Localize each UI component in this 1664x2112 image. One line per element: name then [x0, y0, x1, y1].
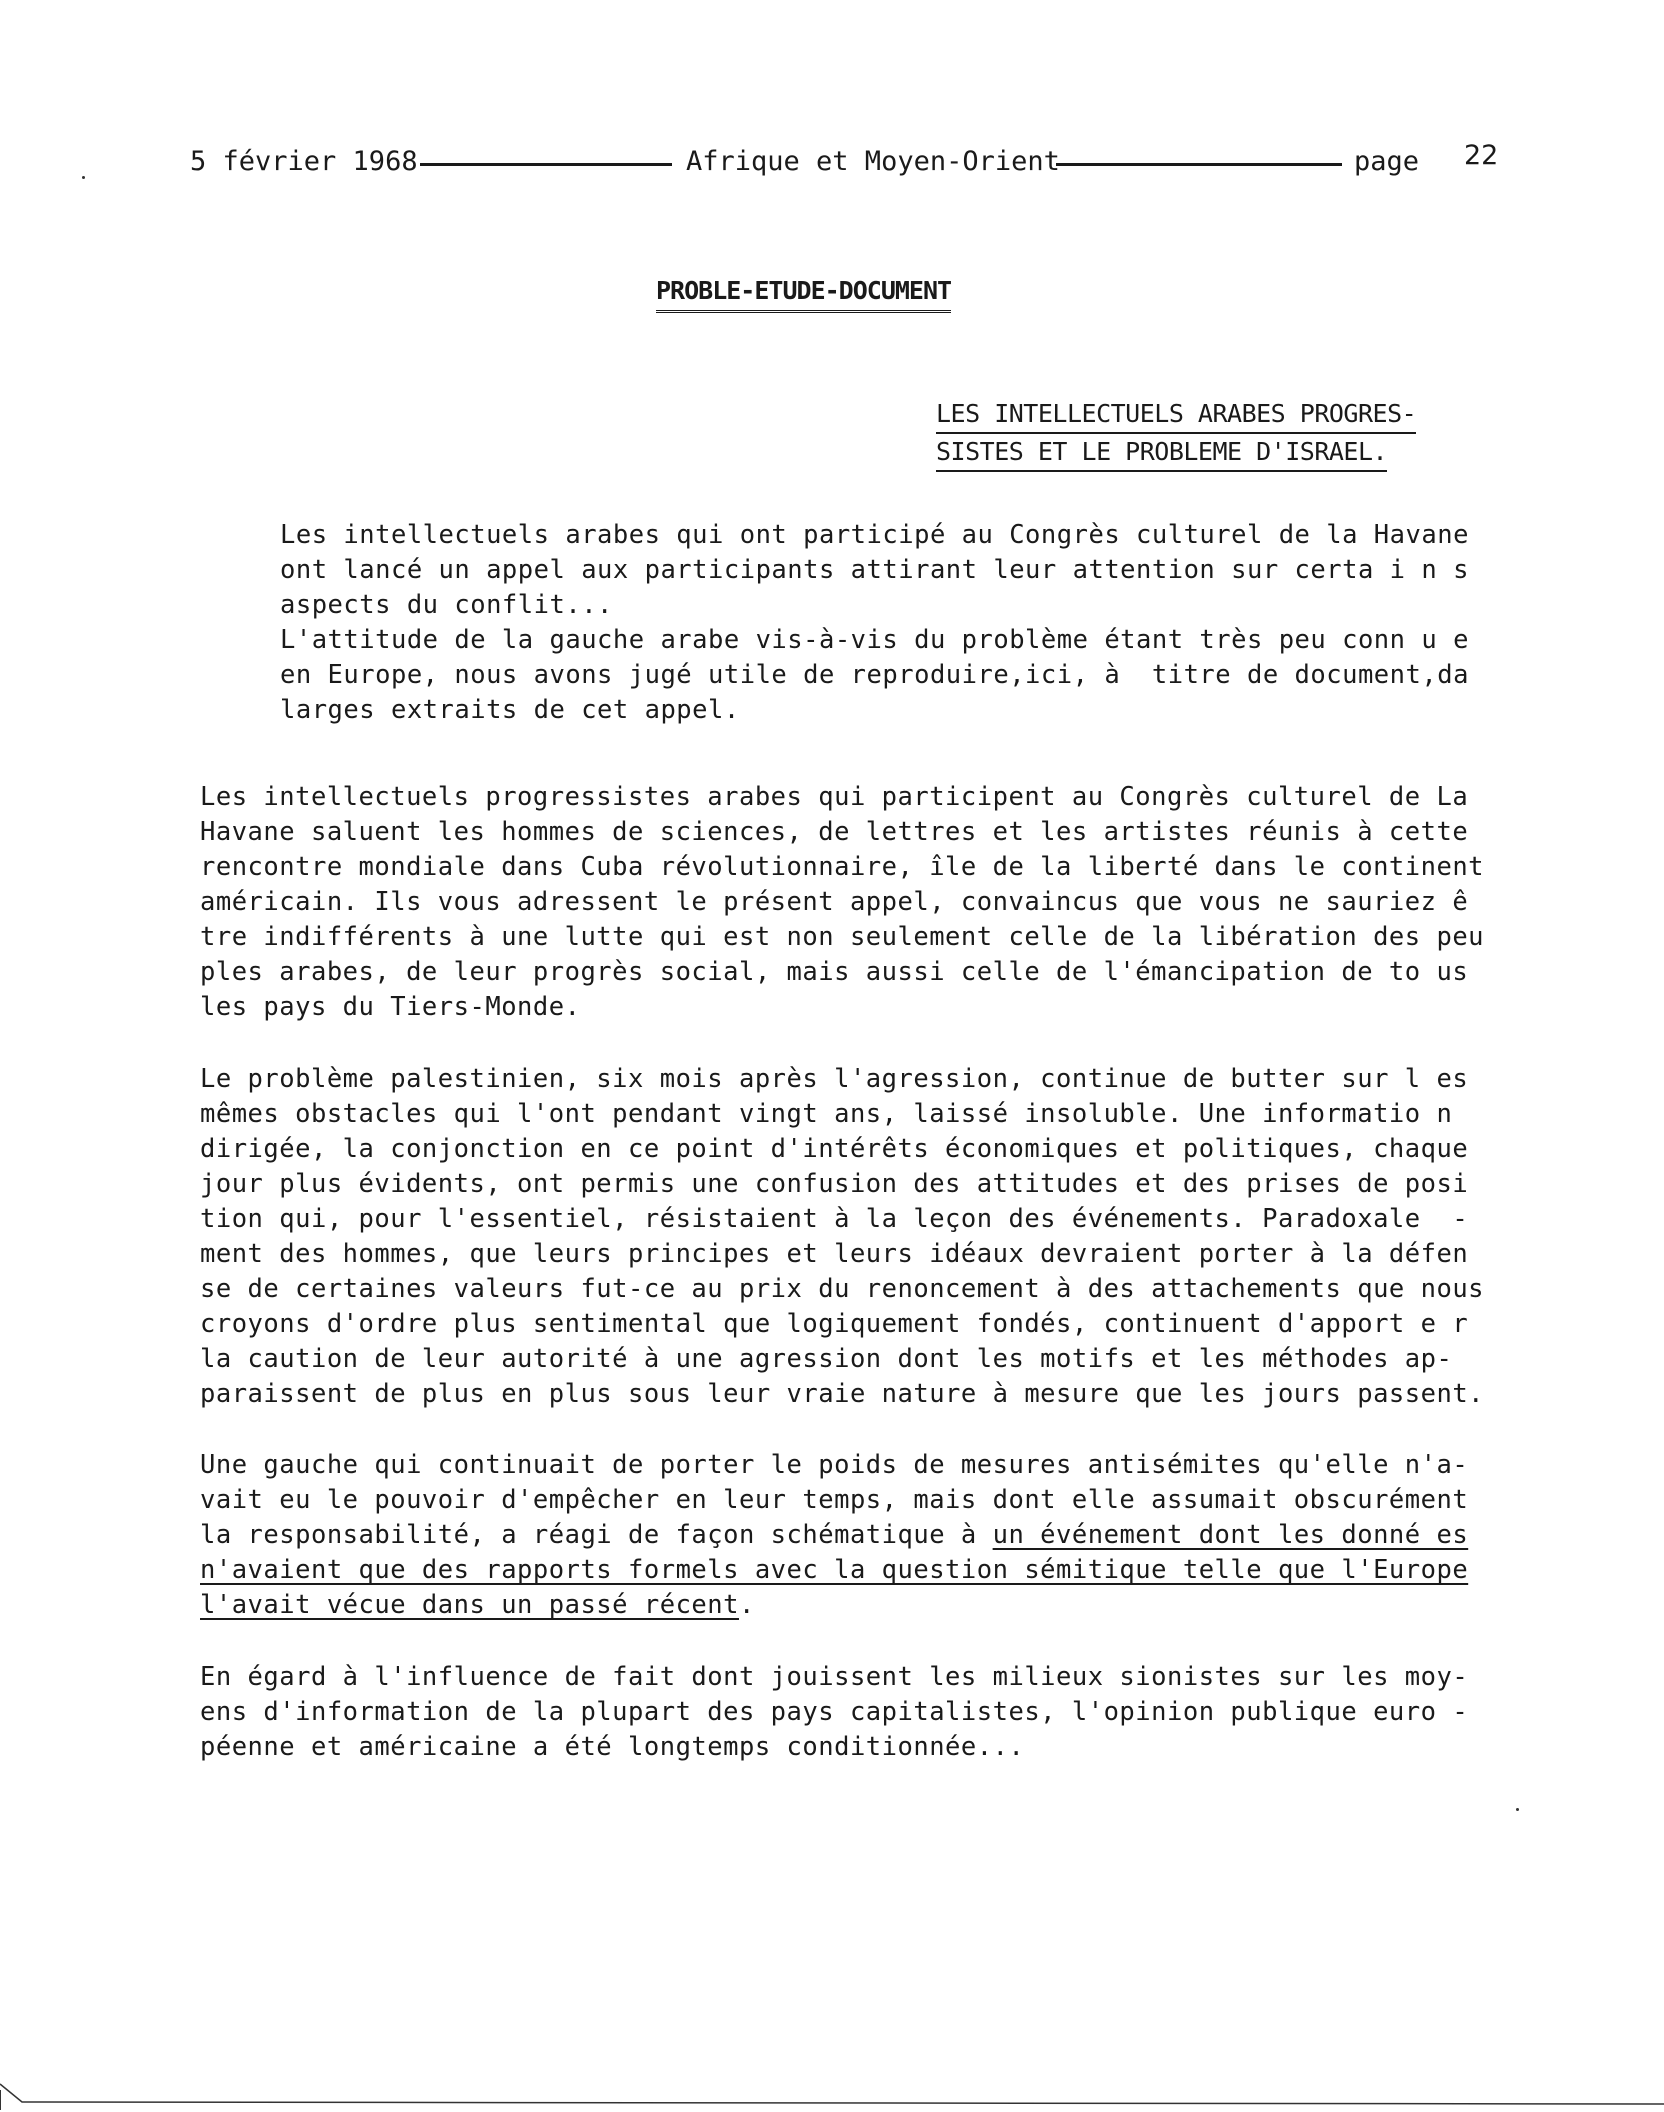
intro-line: en Europe, nous avons jugé utile de reproduire,ici, à titre de document,da	[280, 660, 1469, 690]
intro-line: ont lancé un appel aux participants attirant leur attention sur certa i n s	[280, 555, 1469, 585]
underlined-text: n'avaient que des rapports formels avec la question sémitique telle que l'Europe	[200, 1555, 1469, 1585]
body-line: ment des hommes, que leurs principes et leurs idéaux devraient porter à la défen	[200, 1239, 1469, 1269]
body-line: américain. Ils vous adressent le présent appel, convaincus que vous ne sauriez ê	[200, 887, 1469, 917]
body-line: se de certaines valeurs fut-ce au prix du renoncement à des attachements que nous	[200, 1274, 1485, 1304]
body-line: rencontre mondiale dans Cuba révolutionnaire, île de la liberté dans le continent	[200, 852, 1485, 882]
body-paragraph-2	[200, 1062, 1485, 1412]
underlined-text: un événement dont les donné es	[992, 1520, 1469, 1550]
header-page-label: page	[1354, 146, 1420, 177]
intro-line: Les intellectuels arabes qui ont participé au Congrès culturel de la Havane	[280, 520, 1469, 550]
body-line: la caution de leur autorité à une agression dont les motifs et les méthodes ap-	[200, 1344, 1453, 1374]
body-line: Les intellectuels progressistes arabes qui participent au Congrès culturel de La	[200, 782, 1469, 812]
body-line	[200, 1518, 1480, 1553]
body-line: Le problème palestinien, six mois après l'agression, continue de butter sur l es	[200, 1064, 1469, 1094]
header-page-number: 22	[1464, 140, 1499, 171]
body-line: Une gauche qui continuait de porter le poids de mesures antisémites qu'elle n'a-	[200, 1450, 1469, 1480]
scan-speck	[1516, 1808, 1519, 1811]
header-date: 5 février 1968	[190, 146, 418, 177]
underlined-text: l'avait vécue dans un passé récent	[200, 1590, 739, 1620]
intro-line: aspects du conflit...	[280, 590, 613, 620]
body-line: les pays du Tiers-Monde.	[200, 992, 581, 1022]
body-line: Havane saluent les hommes de sciences, de lettres et les artistes réunis à cette	[200, 817, 1469, 847]
body-paragraph-4	[200, 1660, 1480, 1765]
body-line: En égard à l'influence de fait dont jouissent les milieux sionistes sur les moy-	[200, 1662, 1469, 1692]
body-line: ples arabes, de leur progrès social, mais aussi celle de l'émancipation de to us	[200, 957, 1469, 987]
body-line: vait eu le pouvoir d'empêcher en leur temps, mais dont elle assumait obscurément	[200, 1485, 1469, 1515]
article-title	[936, 396, 1456, 472]
body-text: la responsabilité, a réagi de façon schématique à	[200, 1520, 993, 1550]
body-text: .	[738, 1590, 755, 1620]
page-header	[190, 140, 1510, 186]
intro-line: larges extraits de cet appel.	[280, 695, 740, 725]
body-line: paraissent de plus en plus sous leur vraie nature à mesure que les jours passent.	[200, 1379, 1485, 1409]
article-title-line-2: SISTES ET LE PROBLEME D'ISRAEL.	[936, 434, 1387, 472]
header-rule-right	[1056, 163, 1342, 166]
body-paragraph-1	[200, 780, 1485, 1025]
body-line: dirigée, la conjonction en ce point d'intérêts économiques et politiques, chaque	[200, 1134, 1469, 1164]
body-line: croyons d'ordre plus sentimental que logiquement fondés, continuent d'apport e r	[200, 1309, 1469, 1339]
body-line: tre indifférents à une lutte qui est non seulement celle de la libération des peu	[200, 922, 1485, 952]
header-publication: Afrique et Moyen-Orient	[686, 146, 1060, 177]
body-line	[200, 1588, 1480, 1623]
body-line	[200, 1553, 1480, 1588]
scan-edge-mark	[0, 2080, 1664, 2112]
body-paragraph-3	[200, 1448, 1480, 1623]
body-line: tion qui, pour l'essentiel, résistaient à la leçon des événements. Paradoxale -	[200, 1204, 1469, 1234]
scan-speck	[82, 176, 85, 179]
body-line: mêmes obstacles qui l'ont pendant vingt ans, laissé insoluble. Une informatio n	[200, 1099, 1453, 1129]
intro-paragraph	[280, 518, 1469, 728]
body-line: péenne et américaine a été longtemps conditionnée...	[200, 1732, 1025, 1762]
article-title-line-1: LES INTELLECTUELS ARABES PROGRES-	[936, 396, 1416, 434]
body-line: jour plus évidents, ont permis une confusion des attitudes et des prises de posi	[200, 1169, 1469, 1199]
body-line: ens d'information de la plupart des pays capitalistes, l'opinion publique euro -	[200, 1697, 1469, 1727]
section-heading: PROBLE-ETUDE-DOCUMENT	[656, 276, 951, 313]
header-rule-left	[420, 163, 672, 166]
intro-line: L'attitude de la gauche arabe vis-à-vis du problème étant très peu conn u e	[280, 625, 1469, 655]
